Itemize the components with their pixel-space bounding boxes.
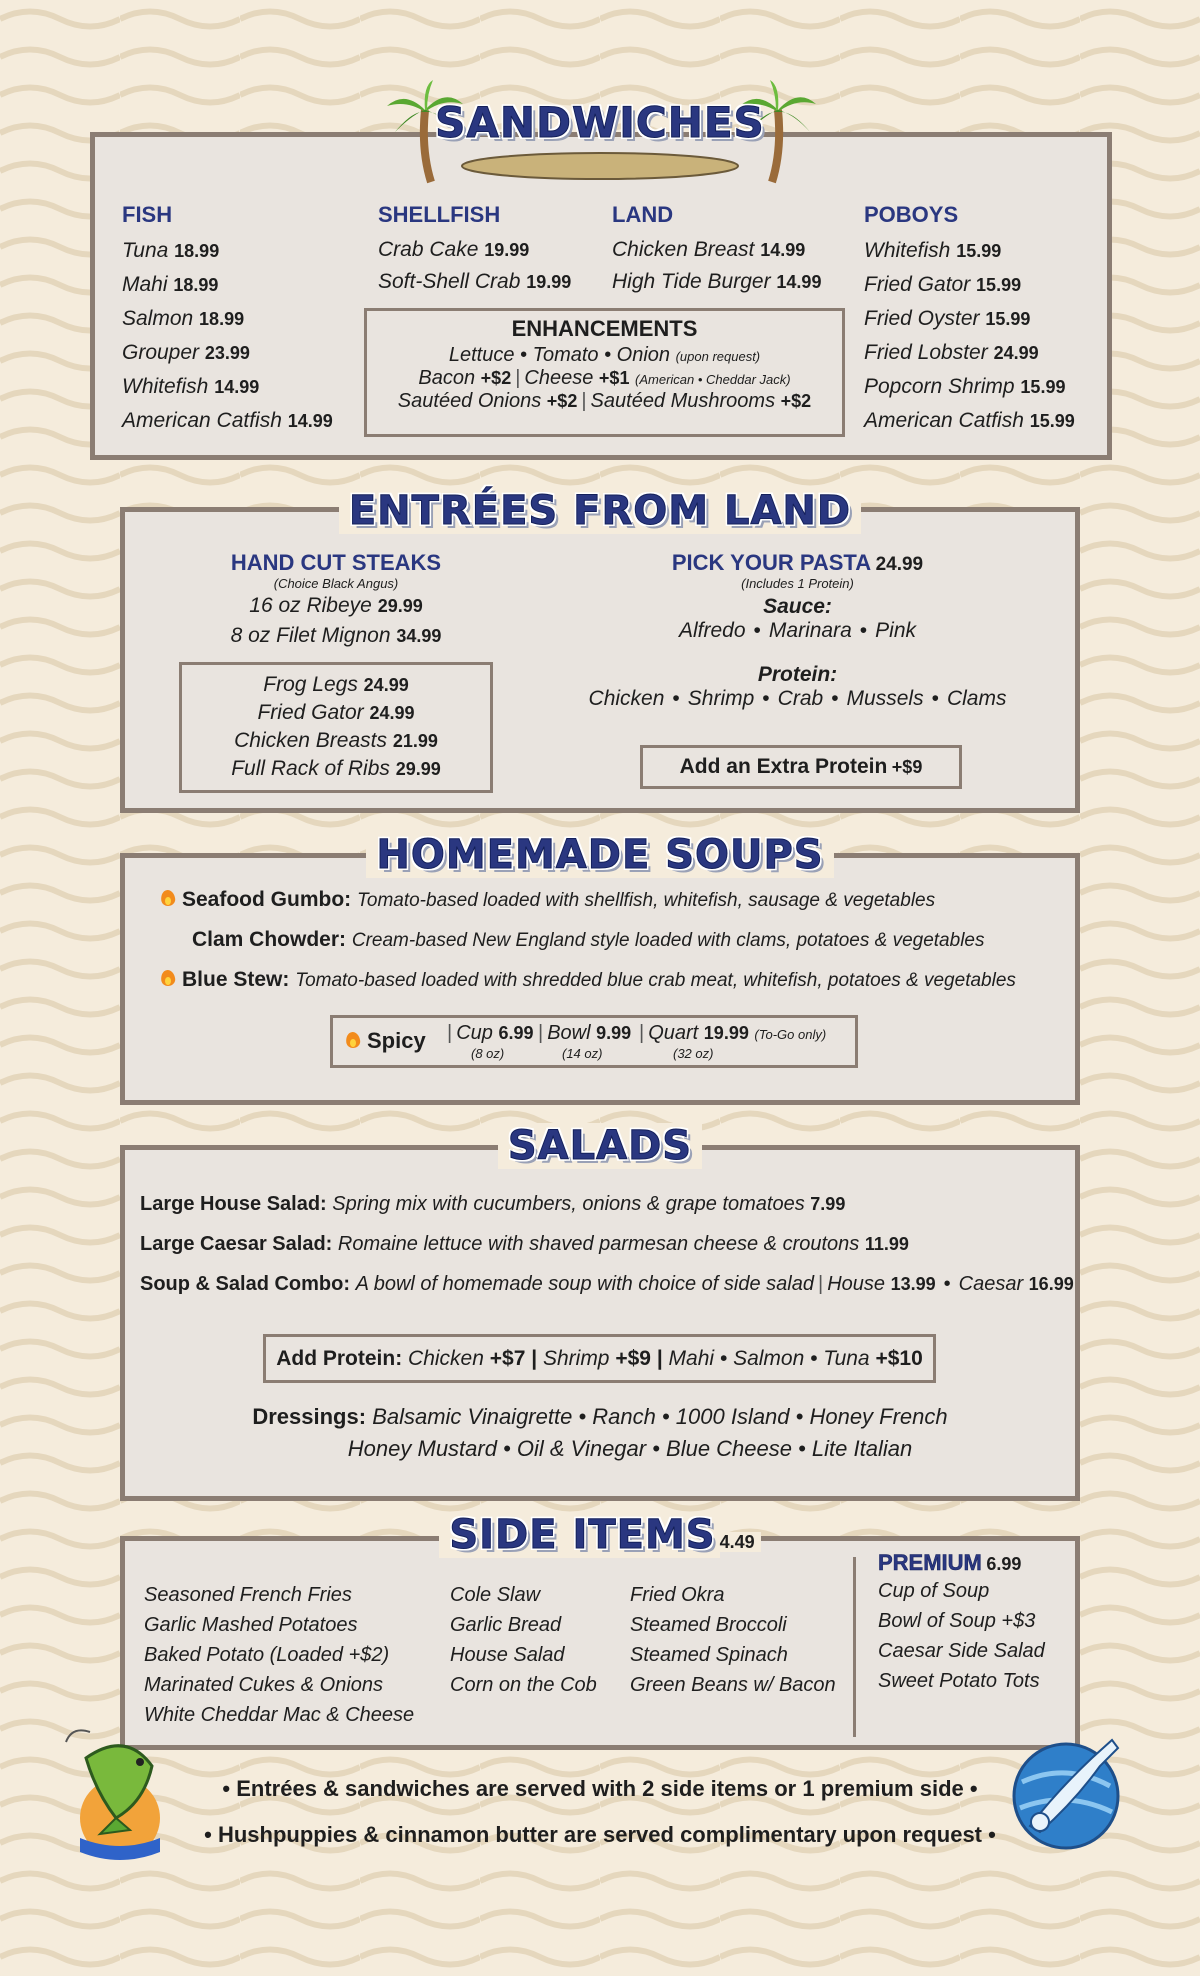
dot-separator: •: [753, 619, 761, 642]
add-protein-box: Add Protein: Chicken +$7 | Shrimp +$9 | Mahi • Salmon • Tuna +$10: [263, 1334, 936, 1383]
protein-option: Clams: [946, 687, 1007, 710]
salads-title: SALADS: [498, 1123, 702, 1169]
menu-item-name: Fried Oyster: [864, 307, 980, 330]
side-item: Baked Potato (Loaded +$2): [144, 1644, 390, 1666]
sides-title: SIDE ITEMS: [439, 1512, 719, 1558]
bowl-price: 9.99: [596, 1023, 632, 1043]
side-item: Steamed Broccoli: [630, 1614, 787, 1636]
dressings-line2: Honey Mustard • Oil & Vinegar • Blue Cheese • Lite Italian: [347, 1436, 913, 1461]
combo-caesar-price: 16.99: [1028, 1274, 1074, 1294]
fish-column: [122, 202, 333, 438]
pasta-note: (Includes 1 Protein): [741, 576, 854, 591]
add-protein-label: Add Protein:: [276, 1347, 403, 1370]
soup-name: Seafood Gumbo:: [182, 888, 352, 911]
combo-house-price: 13.99: [890, 1274, 936, 1294]
menu-item-name: Salmon: [122, 307, 194, 330]
onions-label: Sautéed Onions: [397, 390, 542, 412]
poboys-column: [864, 202, 1075, 438]
combo-desc: A bowl of homemade soup with choice of side salad: [355, 1273, 814, 1295]
combo-house: House: [827, 1273, 885, 1295]
side-item: Garlic Mashed Potatoes: [144, 1614, 358, 1636]
spicy-flame-icon: [160, 888, 176, 908]
bacon-price: +$2: [480, 368, 512, 388]
extra-protein-label: Add an Extra Protein: [679, 755, 888, 778]
menu-item-name: Frog Legs: [263, 673, 358, 696]
menu-item-name: Tuna: [122, 239, 169, 262]
menu-item-name: Full Rack of Ribs: [231, 757, 390, 780]
cup-oz: (8 oz): [471, 1046, 505, 1061]
bowl-oz: (14 oz): [562, 1046, 603, 1061]
protein-option: Chicken: [588, 687, 665, 710]
sauce-option: Marinara: [768, 619, 852, 642]
side-item: House Salad: [450, 1644, 565, 1666]
soup-desc: Cream-based New England style loaded with clams, potatoes & vegetables: [351, 930, 985, 951]
protein-chicken: Chicken: [408, 1347, 484, 1370]
steaks-heading: HAND CUT STEAKS: [230, 550, 442, 575]
bacon-label: Bacon: [418, 367, 476, 389]
menu-item-price: 19.99: [526, 272, 572, 292]
quart-label: Quart: [648, 1022, 699, 1044]
menu-item: [864, 404, 1075, 438]
bowl-size: | Bowl 9.99 (14 oz): [538, 1022, 632, 1061]
menu-item-name: High Tide Burger: [612, 270, 771, 293]
side-item: Caesar Side Salad: [878, 1640, 1045, 1662]
menu-item-price: 18.99: [199, 309, 245, 329]
menu-item: [122, 234, 333, 268]
menu-item-price: 15.99: [1029, 411, 1075, 431]
protein-chicken-price: +$7: [489, 1347, 526, 1370]
land-column: [612, 202, 821, 298]
menu-item-price: 24.99: [369, 703, 415, 723]
sauce-label: Sauce:: [763, 595, 832, 618]
sand-island-icon: [460, 150, 740, 180]
menu-item-price: 15.99: [976, 275, 1022, 295]
cup-size: | Cup 6.99 (8 oz): [447, 1022, 534, 1061]
menu-item-name: 8 oz Filet Mignon: [230, 624, 391, 647]
side-item: Seasoned French Fries: [144, 1584, 352, 1606]
menu-item: [864, 370, 1075, 404]
other-entrees-box: [179, 662, 493, 793]
menu-item: [182, 727, 490, 755]
quart-oz: (32 oz): [673, 1046, 714, 1061]
soup-name: Clam Chowder:: [192, 928, 347, 951]
shellfish-heading: SHELLFISH: [378, 202, 501, 227]
enhancements-box: [364, 308, 845, 437]
menu-item: [864, 336, 1075, 370]
side-item: Garlic Bread: [450, 1614, 562, 1636]
enhancements-veggies: Lettuce • Tomato • Onion: [448, 344, 671, 366]
menu-item: [180, 621, 492, 651]
menu-item-name: Chicken Breast: [612, 238, 755, 261]
dressings-line1: Balsamic Vinaigrette • Ranch • 1000 Island • Honey French: [372, 1404, 948, 1429]
enhancements-note: (upon request): [675, 349, 761, 364]
menu-item: [612, 234, 821, 266]
entrees-title: ENTRÉES FROM LAND: [339, 488, 861, 534]
menu-item-name: Crab Cake: [378, 238, 479, 261]
menu-item: [182, 671, 490, 699]
menu-item-price: 15.99: [956, 241, 1002, 261]
menu-item: [182, 699, 490, 727]
menu-item: [122, 302, 333, 336]
side-item: Bowl of Soup +$3: [878, 1610, 1036, 1632]
quart-price: 19.99: [703, 1023, 749, 1043]
bowl-label: Bowl: [547, 1022, 591, 1044]
sides-column-1: [144, 1580, 414, 1730]
cheese-price: +$1: [598, 368, 630, 388]
side-item: Fried Okra: [630, 1584, 725, 1606]
menu-item-price: 24.99: [363, 675, 409, 695]
soup-name: Blue Stew:: [182, 968, 290, 991]
side-item: Corn on the Cob: [450, 1674, 597, 1696]
premium-price: 6.99: [986, 1554, 1022, 1574]
dressings-block: [120, 1404, 1080, 1462]
cheese-note: (American • Cheddar Jack): [635, 372, 791, 387]
menu-item-name: Whitefish: [122, 375, 209, 398]
menu-item: [122, 268, 333, 302]
protein-shrimp-price: +$9: [615, 1347, 651, 1370]
menu-item-name: Popcorn Shrimp: [864, 375, 1015, 398]
spicy-label: Spicy: [367, 1028, 426, 1053]
soup-desc: Tomato-based loaded with shellfish, whitefish, sausage & vegetables: [357, 890, 936, 911]
menu-item-price: 19.99: [484, 240, 530, 260]
sides-column-2: [450, 1580, 597, 1700]
menu-item-price: 14.99: [776, 272, 822, 292]
enhancements-line2: Bacon +$2 | Cheese +$1 (American • Cheddar Jack): [418, 367, 791, 389]
menu-item-name: Fried Lobster: [864, 341, 988, 364]
quart-size: | Quart 19.99 (To-Go only) (32 oz): [639, 1022, 827, 1061]
dot-separator: •: [831, 687, 839, 710]
footer-line-1: • Entrées & sandwiches are served with 2 side items or 1 premium side •: [222, 1776, 978, 1801]
extra-protein-price: +$9: [891, 757, 923, 777]
salad-desc: Spring mix with cucumbers, onions & grape tomatoes: [332, 1193, 805, 1215]
menu-item-price: 24.99: [993, 343, 1039, 363]
spicy-flame-icon: [345, 1030, 361, 1050]
menu-item-name: Fried Gator: [864, 273, 971, 296]
dot-separator: •: [859, 619, 868, 642]
side-item: Cup of Soup: [878, 1580, 990, 1602]
enhancements-line3: Sautéed Onions +$2 | Sautéed Mushrooms +$2: [397, 390, 812, 412]
cheese-label: Cheese: [524, 367, 594, 389]
land-heading: LAND: [612, 202, 674, 227]
menu-item-name: Mahi: [122, 273, 168, 296]
fish-heading: FISH: [122, 202, 173, 227]
menu-item-name: Chicken Breasts: [234, 729, 387, 752]
dot-separator: •: [931, 687, 939, 710]
menu-item-price: 14.99: [214, 377, 260, 397]
enhancements-heading: ENHANCEMENTS: [511, 316, 698, 341]
palm-tree-left-icon: [385, 80, 465, 185]
soup-desc: Tomato-based loaded with shredded blue crab meat, whitefish, potatoes & vegetables: [295, 970, 1016, 991]
premium-block: [878, 1550, 1045, 1696]
combo-name: Soup & Salad Combo:: [140, 1273, 350, 1295]
salad-name: Large House Salad:: [140, 1193, 327, 1215]
salad-desc: Romaine lettuce with shaved parmesan cheese & croutons: [337, 1233, 860, 1255]
menu-item-price: 21.99: [392, 731, 438, 751]
menu-item-name: 16 oz Ribeye: [249, 594, 372, 617]
menu-item: [122, 370, 333, 404]
salad-price: 11.99: [864, 1234, 909, 1254]
steaks-note: (Choice Black Angus): [273, 576, 399, 591]
side-item: Green Beans w/ Bacon: [630, 1674, 836, 1696]
combo-salad: Soup & Salad Combo: A bowl of homemade soup with choice of side salad | House 13.99 • Caesar 16.99: [140, 1273, 1074, 1295]
sauce-option: Pink: [875, 619, 916, 642]
side-item: Cole Slaw: [450, 1584, 541, 1606]
soup-sizes-box: [330, 1015, 858, 1068]
menu-item-price: 14.99: [760, 240, 806, 260]
pasta-price: 24.99: [875, 554, 924, 575]
menu-item: [122, 336, 333, 370]
soups-title: HOMEMADE SOUPS: [366, 832, 833, 878]
menu-item-price: 15.99: [985, 309, 1031, 329]
cup-label: Cup: [456, 1022, 493, 1044]
cup-price: 6.99: [498, 1023, 534, 1043]
menu-item-price: 29.99: [377, 596, 423, 616]
menu-item: [122, 404, 333, 438]
side-item: White Cheddar Mac & Cheese: [144, 1704, 415, 1726]
sides-price: 4.49: [720, 1532, 761, 1552]
premium-divider: [853, 1557, 856, 1737]
protein-shrimp: Shrimp: [542, 1347, 610, 1370]
menu-item: [378, 266, 571, 298]
menu-item-name: American Catfish: [122, 409, 282, 432]
protein-option: Mussels: [846, 687, 924, 710]
side-item: Marinated Cukes & Onions: [144, 1674, 384, 1696]
menu-item: [180, 591, 492, 621]
side-item: Steamed Spinach: [630, 1644, 788, 1666]
menu-item-name: Fried Gator: [257, 701, 364, 724]
sandwiches-title: SANDWICHES: [435, 98, 765, 147]
protein-fish-price: +$10: [875, 1347, 923, 1370]
enhancements-line1: [367, 344, 842, 367]
menu-item-name: American Catfish: [864, 409, 1024, 432]
menu-item: [378, 234, 571, 266]
salad-item: [140, 1233, 909, 1256]
pasta-heading: PICK YOUR PASTA: [671, 550, 872, 575]
protein-option: Shrimp: [687, 687, 755, 710]
poboys-heading: POBOYS: [864, 202, 959, 227]
pasta-block: [540, 550, 1055, 711]
menu-item: [864, 234, 1075, 268]
menu-item-name: Soft-Shell Crab: [378, 270, 521, 293]
shellfish-column: [378, 202, 571, 298]
spicy-flame-icon: [160, 968, 176, 988]
steaks-block: [180, 550, 492, 651]
menu-item: [864, 268, 1075, 302]
diver-logo-icon: [1000, 1722, 1140, 1862]
protein-fish: Mahi • Salmon • Tuna: [668, 1347, 870, 1370]
salad-name: Large Caesar Salad:: [140, 1233, 333, 1255]
mushrooms-label: Sautéed Mushrooms: [590, 390, 776, 412]
menu-item-price: 29.99: [395, 759, 441, 779]
sides-column-3: [630, 1580, 836, 1700]
menu-item-price: 18.99: [173, 275, 219, 295]
menu-item-price: 15.99: [1020, 377, 1066, 397]
combo-caesar: Caesar: [958, 1273, 1024, 1295]
soup-item: [160, 888, 935, 912]
menu-item-price: 34.99: [396, 626, 442, 646]
onions-price: +$2: [546, 391, 578, 411]
premium-heading: PREMIUM: [878, 1550, 982, 1575]
dot-separator: •: [672, 687, 680, 710]
menu-item: [182, 755, 490, 783]
palm-tree-right-icon: [738, 80, 818, 185]
salad-item: [140, 1193, 845, 1216]
side-item: Sweet Potato Tots: [878, 1670, 1040, 1692]
dot-separator: •: [762, 687, 770, 710]
menu-item-price: 23.99: [204, 343, 250, 363]
menu-item-price: 18.99: [174, 241, 220, 261]
protein-option: Crab: [777, 687, 824, 710]
footer-line-2: • Hushpuppies & cinnamon butter are served complimentary upon request •: [204, 1822, 996, 1847]
menu-item-price: 14.99: [287, 411, 333, 431]
menu-item-name: Whitefish: [864, 239, 951, 262]
menu-item: [612, 266, 821, 298]
mushrooms-price: +$2: [780, 391, 812, 411]
sauce-option: Alfredo: [679, 619, 746, 642]
soup-item: [192, 928, 984, 952]
menu-item: [864, 302, 1075, 336]
protein-label: Protein:: [757, 663, 838, 686]
menu-item-name: Grouper: [122, 341, 200, 364]
extra-protein-box: [640, 745, 962, 789]
soup-item: [160, 968, 1016, 992]
dressings-label: Dressings:: [252, 1404, 367, 1429]
salad-price: 7.99: [810, 1194, 846, 1214]
quart-note: (To-Go only): [754, 1027, 827, 1042]
